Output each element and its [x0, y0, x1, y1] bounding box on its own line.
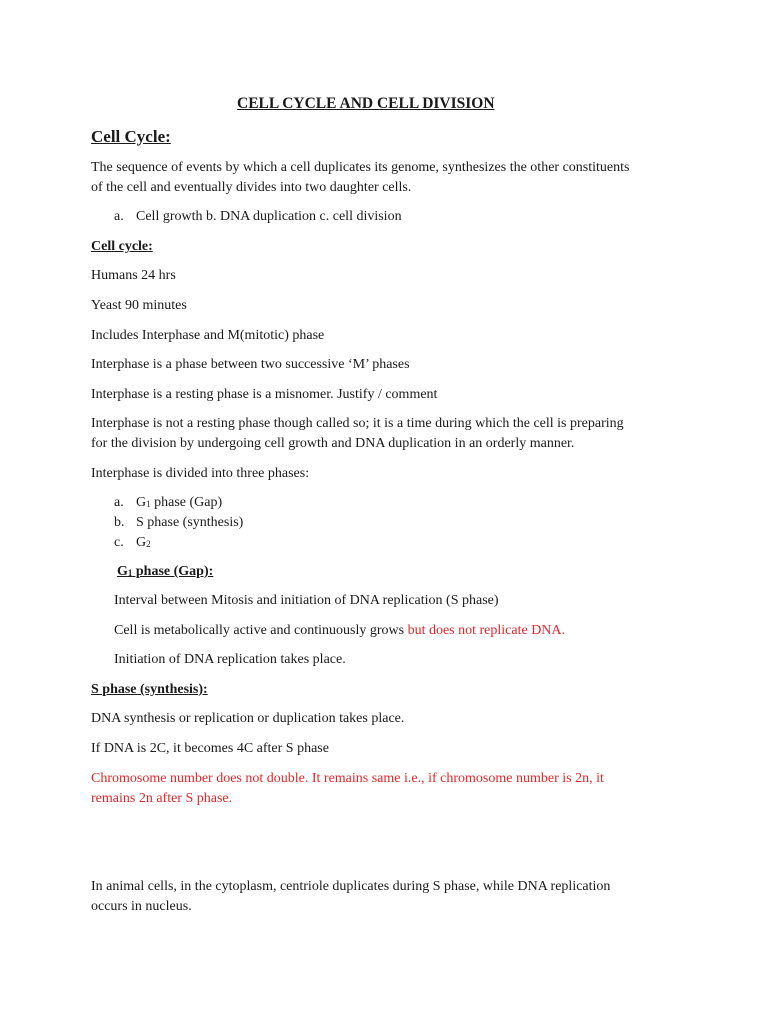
phase-item-g2: $G_2$ — [136, 535, 151, 550]
s-phase-red-line-1: Chromosome number does not double. It remains same i.e., if chromosome number is 2n, it — [91, 771, 604, 786]
definition-line-2: of the cell and eventually divides into two daughter cells. — [91, 180, 412, 195]
interphase-not-resting-line-1: Interphase is not a resting phase though called so; it is a time during which the cell is preparing — [91, 416, 624, 431]
steps-list: Cell growth b. DNA duplication c. cell division — [136, 209, 402, 224]
g1-line-2: Cell is metabolically active and continuously grows but does not replicate DNA. — [114, 623, 566, 638]
phase-item-g1: $G_1$ phase (Gap) — [136, 495, 223, 510]
s-phase-heading: S phase (synthesis): — [91, 682, 208, 697]
includes-phases: Includes Interphase and M(mitotic) phase — [91, 328, 325, 343]
phase-item-s: S phase (synthesis) — [136, 515, 244, 530]
cell-cycle-heading: Cell Cycle: — [91, 127, 171, 146]
animal-cells-line-1: In animal cells, in the cytoplasm, centriole duplicates during S phase, while DNA replication — [91, 879, 611, 894]
phase-marker-c: c. — [114, 535, 124, 550]
animal-cells-line-2: occurs in nucleus. — [91, 899, 192, 914]
interphase-not-resting-line-2: for the division by undergoing cell growth and DNA duplication in an orderly manner. — [91, 436, 575, 451]
cell-cycle-sub-heading: Cell cycle: — [91, 239, 153, 254]
interphase-resting: Interphase is a resting phase is a misnomer. Justify / comment — [91, 387, 438, 402]
interphase-between: Interphase is a phase between two successive ‘M’ phases — [91, 357, 410, 372]
phase-marker-a: a. — [114, 495, 124, 510]
g1-line-1: Interval between Mitosis and initiation of DNA replication (S phase) — [114, 593, 499, 608]
s-phase-line-2: If DNA is 2C, it becomes 4C after S phase — [91, 741, 329, 756]
yeast-duration: Yeast 90 minutes — [91, 298, 187, 313]
interphase-divided: Interphase is divided into three phases: — [91, 466, 310, 481]
g1-line-3: Initiation of DNA replication takes place. — [114, 652, 346, 667]
g1-phase-heading: $G_1$ phase (Gap): — [117, 564, 214, 579]
document-title: CELL CYCLE AND CELL DIVISION — [237, 95, 495, 112]
s-phase-line-1: DNA synthesis or replication or duplication takes place. — [91, 711, 405, 726]
phase-marker-b: b. — [114, 515, 125, 530]
g1-line-2-highlight: but does not replicate DNA. — [407, 623, 566, 638]
definition-line-1: The sequence of events by which a cell duplicates its genome, synthesizes the other constituents — [91, 160, 630, 175]
humans-duration: Humans 24 hrs — [91, 268, 176, 283]
s-phase-red-line-2: remains 2n after S phase. — [91, 791, 233, 806]
steps-marker-a: a. — [114, 209, 124, 224]
